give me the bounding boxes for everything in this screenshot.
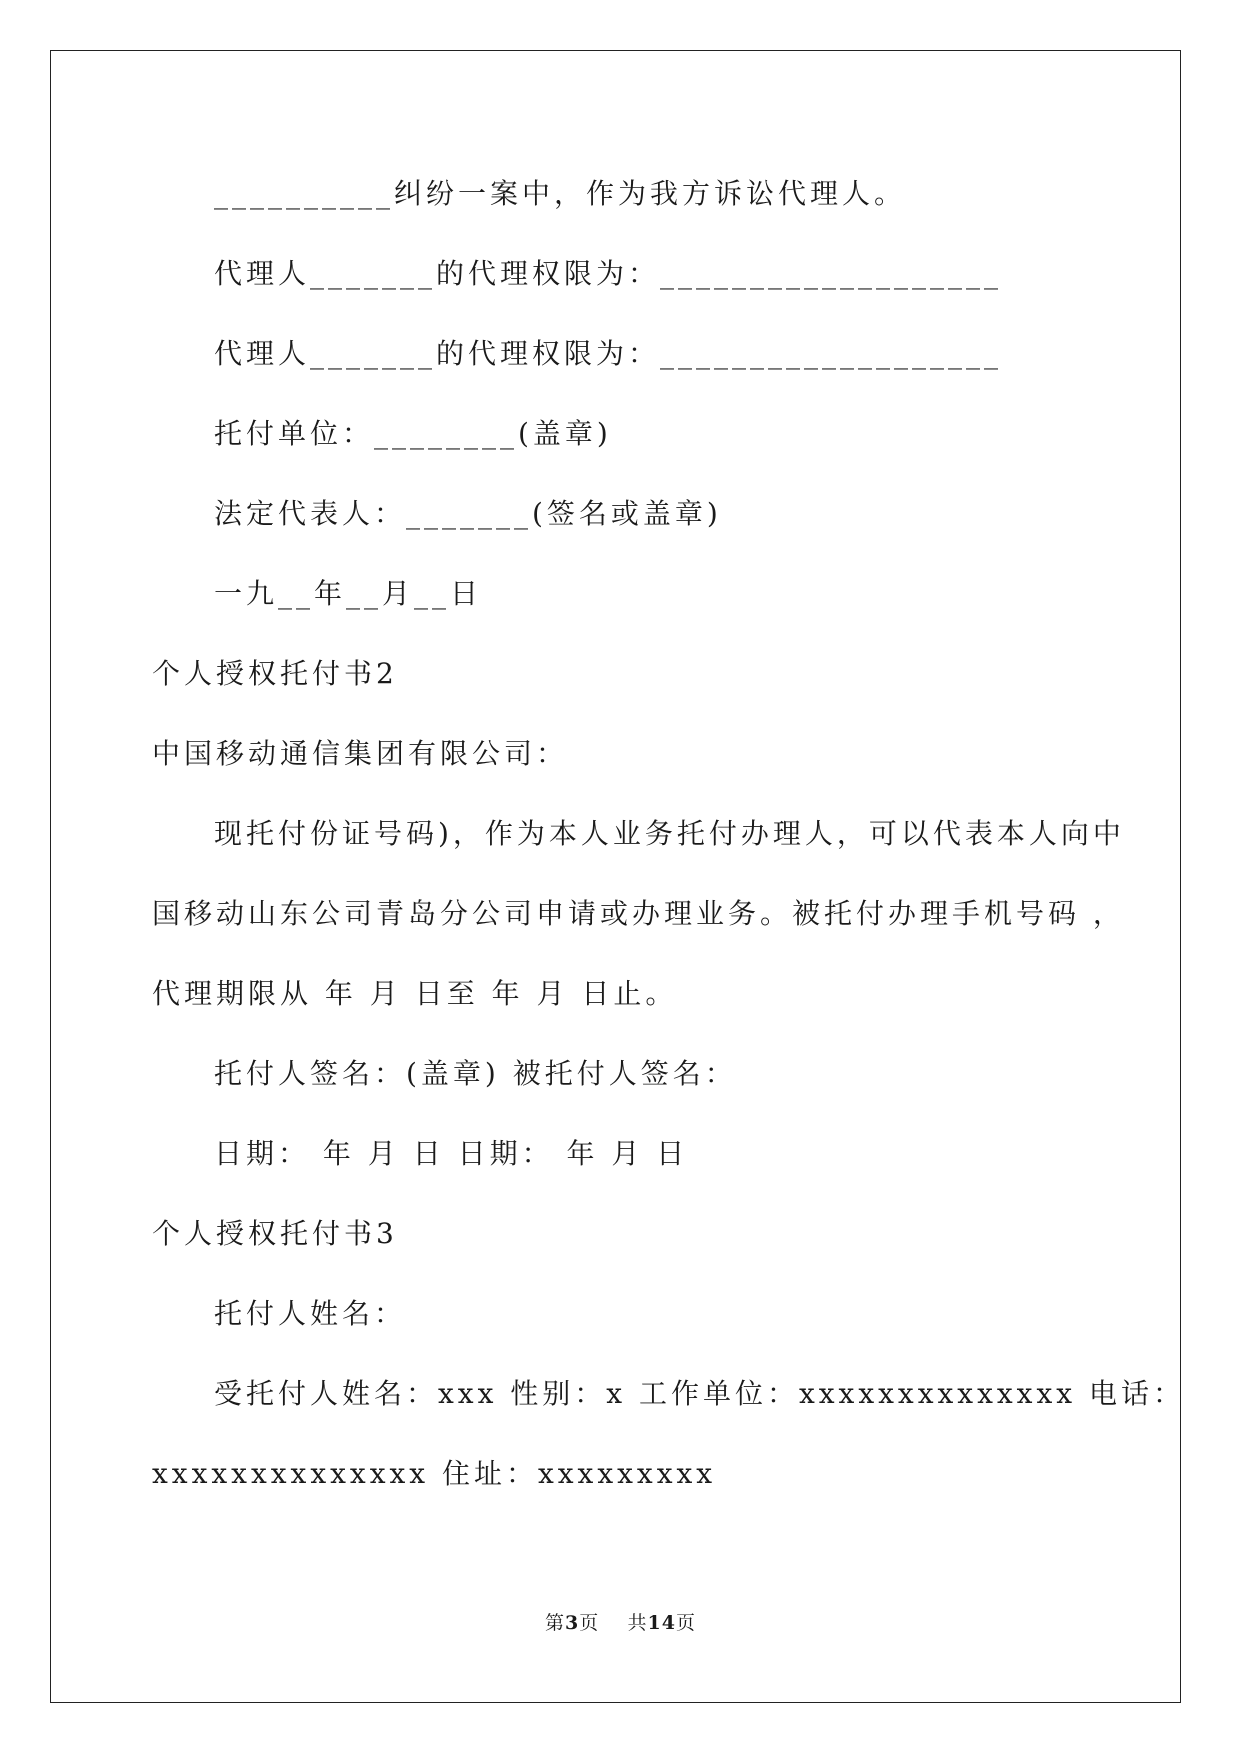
text-line: 托付单位：________(盖章) [214,417,612,450]
addressee: 中国移动通信集团有限公司： [152,737,569,770]
footer-page-prefix: 第 [545,1612,566,1634]
section-heading: 个人授权托付书2 [152,657,398,690]
footer-total-prefix: 共 [627,1612,648,1634]
text-line: 代理人_______的代理权限为：___________________ [214,337,1003,370]
page-footer [0,1610,1241,1636]
text-line: 国移动山东公司青岛分公司申请或办理业务。被托付办理手机号码 ， [152,897,1125,930]
footer-total-suffix: 页 [675,1612,696,1634]
text-line: xxxxxxxxxxxxxx 住址：xxxxxxxxx [152,1457,717,1490]
text-line: 托付人姓名： [214,1297,407,1330]
text-line: 代理期限从 年 月 日至 年 月 日止。 [152,977,678,1010]
text-line: 代理人_______的代理权限为：___________________ [214,257,1003,290]
text-line: __________纠纷一案中，作为我方诉讼代理人。 [214,177,907,210]
text-line: 托付人签名：(盖章) 被托付人签名： [214,1057,737,1090]
text-line: 日期： 年 月 日 日期： 年 月 日 [214,1137,689,1170]
footer-page-number: 3 [565,1612,580,1634]
text-line: 法定代表人：_______(签名或盖章) [214,497,722,530]
text-line: 一九__年__月__日 [214,577,483,610]
section-heading: 个人授权托付书3 [152,1217,398,1250]
text-line: 现托付份证号码)，作为本人业务托付办理人，可以代表本人向中 [214,817,1125,850]
footer-page-suffix: 页 [579,1612,600,1634]
footer-total-pages: 14 [647,1612,676,1634]
text-line: 受托付人姓名：xxx 性别：x 工作单位：xxxxxxxxxxxxxx 电话： [214,1377,1185,1410]
